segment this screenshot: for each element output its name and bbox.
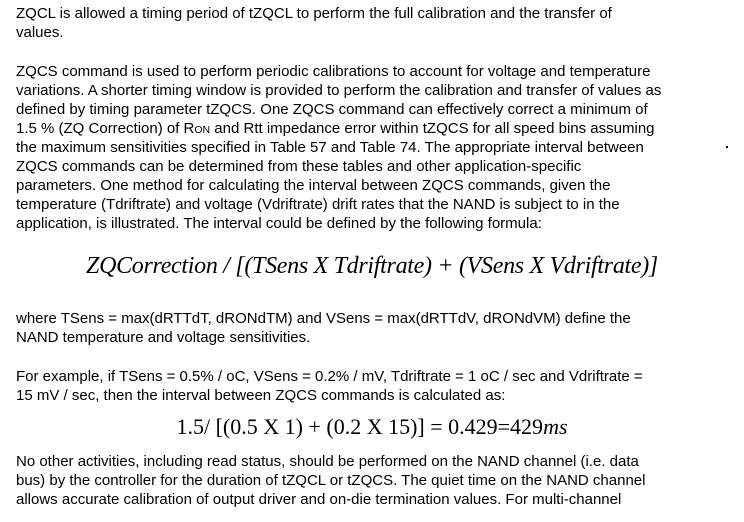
paragraph-quiet-line: allows accurate calibration of output driver and on-die termination values. For multi-channel xyxy=(16,491,622,508)
paragraph-zqcs-line: ZQCS command is used to perform periodic calibrations to account for voltage and temperature xyxy=(16,63,651,80)
paragraph-example-line: For example, if TSens = 0.5% / oC, VSens = 0.2% / mV, Tdriftrate = 1 oC / sec and Vdriftrate = xyxy=(16,368,643,385)
paragraph-zqcs-line: parameters. One method for calculating the interval between ZQCS commands, given the xyxy=(16,177,611,194)
formula-unit: ms xyxy=(543,414,568,439)
stray-dot-mark xyxy=(726,146,728,148)
paragraph-zqcs-line: ZQCS commands can be determined from these tables and other application-specific xyxy=(16,158,582,175)
paragraph-quiet-line: No other activities, including read status, should be performed on the NAND channel (i.e. data xyxy=(16,453,639,470)
formula-main: 1.5/ [(0.5 X 1) + (0.2 X 15)] = 0.429=429 xyxy=(176,414,544,439)
paragraph-zqcl-line: values. xyxy=(16,24,64,41)
text-run: 1.5 % (ZQ Correction) of R xyxy=(16,120,195,137)
paragraph-zqcs-line: application, is illustrated. The interval could be defined by the following formula: xyxy=(16,215,542,232)
paragraph-zqcs-line: temperature (Tdriftrate) and voltage (Vdriftrate) drift rates that the NAND is subject to in the xyxy=(16,196,620,213)
paragraph-zqcs-line: variations. A shorter timing window is provided to perform the calibration and transfer of values as xyxy=(16,82,662,99)
ron-subscript: ON xyxy=(194,124,211,136)
paragraph-where-line: where TSens = max(dRTTdT, dRONdTM) and VSens = max(dRTTdV, dRONdVM) define the xyxy=(16,310,631,327)
paragraph-zqcs-line xyxy=(16,119,655,140)
interval-formula: ZQCorrection / [(TSens X Tdriftrate) + (VSens X Vdriftrate)] xyxy=(86,253,658,279)
text-run: and Rtt impedance error within tZQCS for all speed bins assuming xyxy=(210,120,655,137)
paragraph-zqcl-line: ZQCL is allowed a timing period of tZQCL to perform the full calibration and the transfer of xyxy=(16,5,612,22)
example-formula xyxy=(0,414,744,440)
paragraph-where-line: NAND temperature and voltage sensitivities. xyxy=(16,329,311,346)
paragraph-quiet-line: bus) by the controller for the duration of tZQCL or tZQCS. The quiet time on the NAND channel xyxy=(16,472,646,489)
paragraph-example-line: 15 mV / sec, then the interval between ZQCS commands is calculated as: xyxy=(16,387,506,404)
paragraph-zqcs-line: defined by timing parameter tZQCS. One ZQCS command can effectively correct a minimum of xyxy=(16,101,648,118)
paragraph-zqcs-line: the maximum sensitivities specified in Table 57 and Table 74. The appropriate interval between xyxy=(16,139,644,156)
